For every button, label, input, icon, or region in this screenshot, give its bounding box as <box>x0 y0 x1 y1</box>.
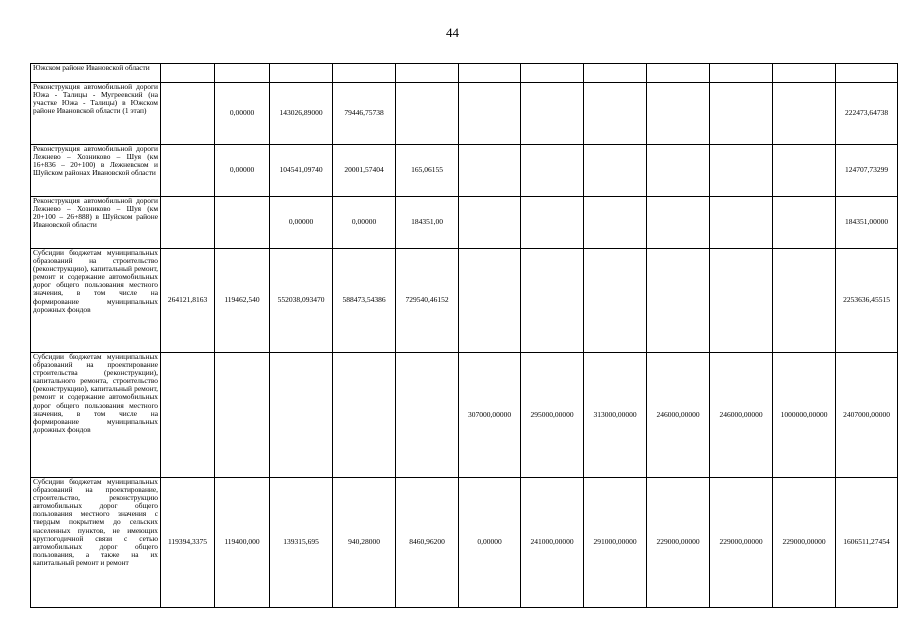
row-description: Субсидии бюджетам муниципальных образований на строительство (реконструкцию), капитальный ремонт, ремонт и содержание автомобильных дорог общего пользования местного значения, в том числе на формирование муниципальных дорожных фондов <box>31 249 161 353</box>
value-cell <box>161 64 215 83</box>
value-cell: 295000,00000 <box>521 353 584 478</box>
row-description: Реконструкция автомобильной дороги Южа - Талицы - Мугреевский (на участке Южа - Талицы) в Южском районе Ивановской области (1 этап) <box>31 83 161 145</box>
value-cell: 79446,75738 <box>333 83 396 145</box>
value-cell <box>773 83 836 145</box>
value-cell: 0,00000 <box>333 197 396 249</box>
value-cell: 0,00000 <box>215 145 270 197</box>
value-cell <box>584 145 647 197</box>
value-cell: 139315,695 <box>270 478 333 608</box>
value-cell <box>161 353 215 478</box>
value-cell <box>584 197 647 249</box>
value-cell: 124707,73299 <box>836 145 898 197</box>
value-cell <box>521 64 584 83</box>
value-cell: 2407000,00000 <box>836 353 898 478</box>
value-cell <box>773 197 836 249</box>
value-cell <box>161 83 215 145</box>
value-cell: 940,28000 <box>333 478 396 608</box>
value-cell <box>333 64 396 83</box>
value-cell: 0,00000 <box>459 478 521 608</box>
budget-table <box>30 63 898 608</box>
value-cell: 165,06155 <box>396 145 459 197</box>
value-cell: 119400,000 <box>215 478 270 608</box>
value-cell <box>161 197 215 249</box>
value-cell: 246000,00000 <box>647 353 710 478</box>
row-description: Реконструкция автомобильной дороги Лежнево – Хозниково – Шуя (км 16+836 – 20+100) в Лежневском и Шуйском районах Ивановской области <box>31 145 161 197</box>
value-cell <box>773 145 836 197</box>
value-cell <box>521 249 584 353</box>
row-description: Реконструкция автомобильной дороги Лежнево – Хозниково – Шуя (км 20+100 – 26+888) в Шуйском районе Ивановской области <box>31 197 161 249</box>
value-cell: 729540,46152 <box>396 249 459 353</box>
value-cell <box>710 197 773 249</box>
table-row <box>31 83 898 145</box>
value-cell <box>396 353 459 478</box>
value-cell: 1606511,27454 <box>836 478 898 608</box>
value-cell: 119462,540 <box>215 249 270 353</box>
value-cell <box>710 83 773 145</box>
value-cell <box>459 145 521 197</box>
value-cell: 104541,09740 <box>270 145 333 197</box>
value-cell <box>710 64 773 83</box>
value-cell <box>333 353 396 478</box>
value-cell <box>215 64 270 83</box>
value-cell: 222473,64738 <box>836 83 898 145</box>
table-row <box>31 478 898 608</box>
value-cell: 20001,57404 <box>333 145 396 197</box>
value-cell: 291000,00000 <box>584 478 647 608</box>
row-description: Субсидии бюджетам муниципальных образований на проектирование строительства (реконструкции), капитального ремонта, строительство (реконструкцию), капитальный ремонт, ремонт и содержание автомобильных дорог общего пользования местного значения, в том числе на формирование муниципальных дорожных фондов <box>31 353 161 478</box>
value-cell: 0,00000 <box>270 197 333 249</box>
value-cell <box>647 64 710 83</box>
value-cell <box>584 64 647 83</box>
value-cell: 1000000,00000 <box>773 353 836 478</box>
value-cell: 8460,96200 <box>396 478 459 608</box>
value-cell: 241000,00000 <box>521 478 584 608</box>
value-cell <box>215 353 270 478</box>
row-description: Субсидии бюджетам муниципальных образований на проектирование, строительство, реконструкцию автомобильных дорог общего пользования местного значения с твердым покрытием до сельских населенных пунктов, не имеющих круглогодичной связи с сетью автомобильных дорог общего пользования, а также на их капитальный ремонт и ремонт <box>31 478 161 608</box>
value-cell: 184351,00000 <box>836 197 898 249</box>
table-row <box>31 64 898 83</box>
value-cell: 2253636,45515 <box>836 249 898 353</box>
table-row <box>31 145 898 197</box>
value-cell: 184351,00 <box>396 197 459 249</box>
value-cell <box>521 197 584 249</box>
value-cell <box>584 249 647 353</box>
value-cell <box>647 249 710 353</box>
value-cell <box>396 83 459 145</box>
value-cell <box>396 64 459 83</box>
value-cell: 246000,00000 <box>710 353 773 478</box>
value-cell <box>270 64 333 83</box>
page-number: 44 <box>446 25 459 40</box>
value-cell: 119394,3375 <box>161 478 215 608</box>
value-cell <box>647 197 710 249</box>
value-cell <box>836 64 898 83</box>
value-cell <box>270 353 333 478</box>
value-cell: 307000,00000 <box>459 353 521 478</box>
value-cell <box>584 83 647 145</box>
value-cell: 552038,093470 <box>270 249 333 353</box>
row-description: Южском районе Ивановской области <box>31 64 161 83</box>
value-cell: 229000,00000 <box>647 478 710 608</box>
value-cell: 143026,89000 <box>270 83 333 145</box>
table-row <box>31 353 898 478</box>
value-cell <box>215 197 270 249</box>
value-cell <box>459 83 521 145</box>
table-row <box>31 249 898 353</box>
value-cell <box>521 83 584 145</box>
value-cell: 0,00000 <box>215 83 270 145</box>
value-cell: 313000,00000 <box>584 353 647 478</box>
value-cell <box>773 249 836 353</box>
value-cell <box>459 64 521 83</box>
value-cell <box>773 64 836 83</box>
value-cell <box>459 249 521 353</box>
value-cell <box>459 197 521 249</box>
value-cell <box>710 145 773 197</box>
value-cell <box>647 83 710 145</box>
value-cell <box>710 249 773 353</box>
value-cell <box>161 145 215 197</box>
table-row <box>31 197 898 249</box>
value-cell: 229000,00000 <box>773 478 836 608</box>
value-cell: 264121,8163 <box>161 249 215 353</box>
value-cell: 229000,00000 <box>710 478 773 608</box>
value-cell <box>647 145 710 197</box>
value-cell: 588473,54386 <box>333 249 396 353</box>
value-cell <box>521 145 584 197</box>
